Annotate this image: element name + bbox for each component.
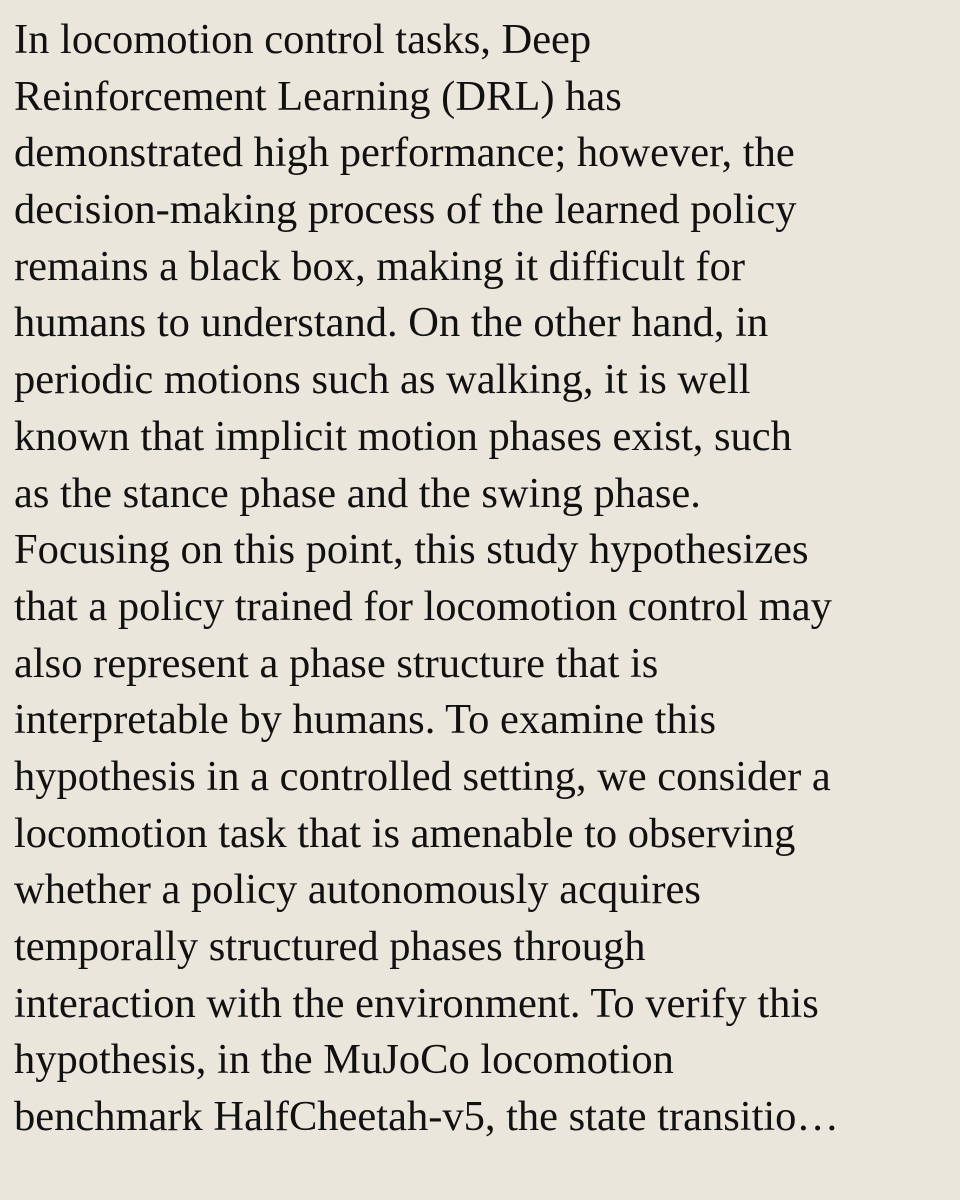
text-line: demonstrated high performance; however, the	[14, 129, 795, 177]
text-line: In locomotion control tasks, Deep	[14, 16, 592, 63]
text-line: remains a black box, making it difficult for	[14, 242, 745, 290]
text-line: as the stance phase and the swing phase.	[14, 469, 701, 517]
text-line: Reinforcement Learning (DRL) has	[14, 72, 622, 120]
text-line: interpretable by humans. To examine this	[14, 696, 717, 744]
text-line: that a policy trained for locomotion control may	[14, 582, 832, 630]
text-line: hypothesis, in the MuJoCo locomotion	[14, 1036, 674, 1084]
text-line: temporally structured phases through	[14, 923, 646, 970]
text-line: whether a policy autonomously acquires	[14, 866, 701, 914]
text-line: hypothesis in a controlled setting, we consider a	[14, 752, 831, 800]
text-line: interaction with the environment. To verify this	[14, 979, 819, 1027]
text-line: benchmark HalfCheetah-v5, the state transitio…	[14, 1093, 839, 1141]
text-line: also represent a phase structure that is	[14, 639, 659, 687]
text-line: decision-making process of the learned policy	[14, 186, 797, 234]
text-line: Focusing on this point, this study hypothesizes	[14, 526, 809, 574]
text-line: known that implicit motion phases exist, such	[14, 412, 792, 460]
text-line: humans to understand. On the other hand, in	[14, 299, 769, 347]
text-line: locomotion task that is amenable to observing	[14, 809, 796, 857]
abstract-text	[14, 12, 839, 1146]
text-line: periodic motions such as walking, it is well	[14, 356, 751, 404]
